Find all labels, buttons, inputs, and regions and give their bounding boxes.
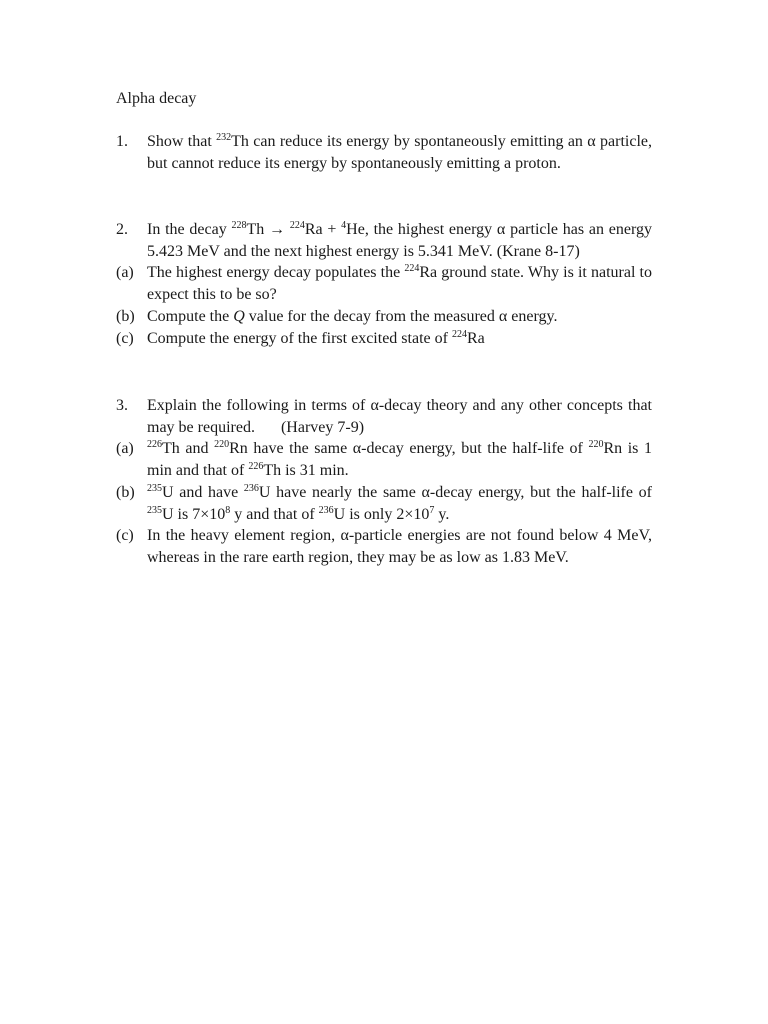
source-reference: (Harvey 7-9) [280, 418, 365, 436]
superscript: 235 [147, 482, 162, 494]
question-text: Explain the following in terms of α-decay theory and any other concepts that may be required. (Harvey 7-9) [147, 397, 652, 436]
document-title: Alpha decay [116, 90, 197, 107]
question-2-part-c [116, 328, 652, 350]
question-3 [116, 395, 652, 569]
q-symbol: Q [233, 307, 245, 325]
question-2-part-a [116, 262, 652, 305]
question-1-row [116, 131, 652, 174]
part-text: Compute the energy of the first excited state of $^{224}$Ra [147, 328, 485, 347]
question-2-row [116, 219, 652, 262]
question-number: 3. [116, 397, 128, 414]
part-label: (b) [116, 307, 135, 325]
part-label: (c) [116, 527, 134, 545]
superscript: 228 [231, 220, 247, 231]
superscript: 224 [451, 328, 467, 340]
part-label: (c) [116, 329, 134, 347]
part-label: (b) [116, 483, 135, 501]
superscript: 226 [248, 461, 264, 473]
question-3-row [116, 395, 652, 438]
part-label: (a) [116, 440, 134, 458]
superscript: 236 [318, 504, 334, 516]
superscript: 236 [243, 482, 259, 494]
superscript: 220 [214, 439, 230, 451]
question-number: 2. [116, 221, 128, 238]
part-text: The highest energy decay populates the $^{224}$Ra ground state. Why is it natural to expect this to be so? [147, 263, 652, 304]
question-3-part-c [116, 525, 652, 568]
superscript: 232 [216, 132, 232, 143]
question-3-part-a [116, 438, 652, 481]
part-text: $^{235}$U and have $^{236}$U have nearly the same α-decay energy, but the half-life of $^{235}$U is $7\times 10^8$ y and that of $^{236}$U is only $2\times 10^7$ y. [147, 482, 653, 523]
question-number: 1. [116, 133, 128, 150]
question-3-part-b [116, 482, 652, 525]
superscript: 235 [147, 504, 162, 516]
superscript: 226 [147, 439, 162, 451]
superscript: 4 [341, 220, 347, 231]
superscript: 8 [225, 504, 231, 516]
superscript: 224 [289, 220, 305, 231]
question-2 [116, 219, 652, 349]
question-text: Show that $^{232}$Th can reduce its energy by spontaneously emitting an α particle, but cannot reduce its energy by spontaneously emitting a proton. [147, 132, 652, 172]
part-text: $^{226}$Th and $^{220}$Rn have the same α-decay energy, but the half-life of $^{220}$Rn is 1 min and that of $^{226}$Th is 31 min. [147, 439, 652, 480]
superscript: 224 [404, 263, 420, 275]
question-text: In the decay $^{228}$Th → $^{224}$Ra + $^4$He, the highest energy α particle has an energy 5.423 MeV and the next highest energy is 5.341 MeV. (Krane 8-17) [147, 220, 653, 260]
question-1 [116, 131, 652, 174]
superscript: 220 [588, 439, 604, 451]
superscript: 7 [429, 504, 435, 516]
part-text: Compute the Q value for the decay from the measured α energy. [147, 307, 558, 325]
question-2-part-b [116, 306, 652, 328]
part-label: (a) [116, 264, 134, 282]
part-text: In the heavy element region, α-particle energies are not found below 4 MeV, whereas in the rare earth region, they may be as low as 1.83 MeV. [147, 527, 652, 566]
